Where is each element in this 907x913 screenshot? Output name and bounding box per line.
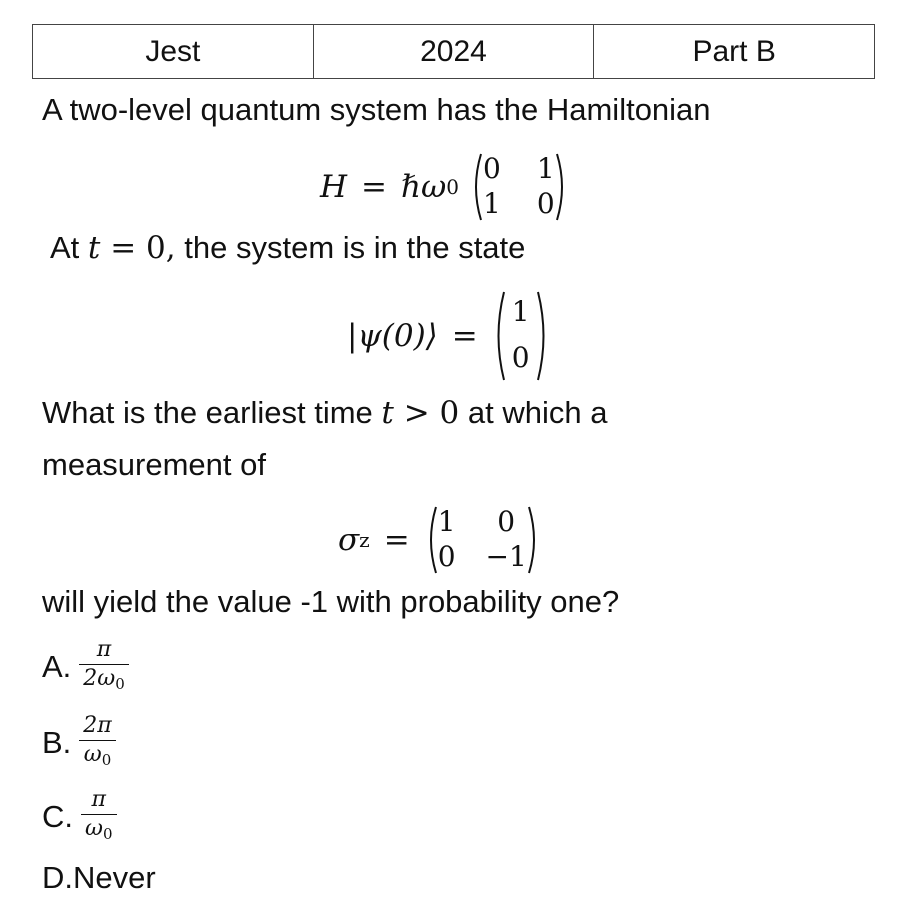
matrix-cell: 0 [536, 187, 555, 220]
matrix-cell: 1 [536, 152, 555, 185]
matrix-cell: 1 [483, 187, 501, 220]
matrix-cell: 0 [497, 505, 516, 538]
vector-cell: 0 [511, 341, 530, 374]
sigma-equals: = [383, 522, 410, 558]
hamiltonian-symbol: H [320, 169, 348, 205]
question-line-2: measurement of [42, 447, 266, 482]
denominator-text: ω [85, 816, 103, 841]
fraction-denominator [79, 665, 128, 698]
fraction-numerator: π [96, 637, 112, 662]
right-paren-icon [527, 505, 541, 575]
fraction-denominator [80, 741, 116, 774]
time-symbol: t [87, 230, 101, 266]
psi-ket: |ψ(0)⟩ [347, 318, 438, 354]
vector-cell: 1 [511, 295, 530, 328]
time-symbol: t [381, 395, 394, 431]
matrix-cell: 0 [437, 540, 456, 573]
matrix-cell: 1 [437, 505, 456, 538]
right-paren-icon [555, 152, 569, 222]
option-label: D. [42, 860, 73, 895]
header-cell-exam: Jest [33, 25, 314, 79]
fraction-denominator [81, 815, 117, 848]
sigma-z-equation [338, 505, 541, 575]
option-fraction [79, 712, 115, 774]
question-text-end: at which a [459, 395, 608, 430]
option-a[interactable] [42, 636, 129, 698]
header-cell-part: Part B [594, 25, 875, 79]
option-label: A. [42, 649, 72, 684]
option-fraction [79, 636, 128, 698]
option-c[interactable] [42, 786, 117, 848]
right-paren-icon [536, 290, 550, 382]
denominator-subscript: 0 [115, 675, 125, 693]
hamiltonian-equals: = [361, 169, 388, 205]
yield-question: will yield the value -1 with probability one? [42, 584, 620, 619]
question-text: What is the earliest time [42, 395, 382, 430]
fraction-numerator: π [91, 787, 106, 812]
matrix-cell: 0 [483, 152, 501, 185]
header-cell-year: 2024 [313, 25, 594, 79]
time-condition: = 0, [100, 230, 176, 266]
fraction-numerator: 2π [83, 713, 112, 738]
state-prefix: At [50, 230, 88, 265]
option-text: Never [73, 860, 156, 895]
intro-text: A two-level quantum system has the Hamiltonian [42, 92, 711, 127]
hbar-symbol: ℏ [401, 169, 421, 205]
denominator-subscript: 0 [102, 825, 113, 843]
hamiltonian-matrix [469, 152, 569, 222]
left-paren-icon [424, 505, 438, 575]
option-fraction [81, 786, 117, 848]
sigma-subscript: z [359, 528, 370, 552]
left-paren-icon [492, 290, 506, 382]
denominator-subscript: 0 [101, 751, 112, 769]
option-d[interactable] [42, 860, 156, 896]
question-line-1 [42, 393, 607, 433]
matrix-cell: −1 [485, 540, 527, 573]
denominator-text: 2ω [83, 666, 116, 691]
psi-equals: = [451, 318, 478, 354]
option-b[interactable] [42, 712, 116, 774]
state-suffix: the system is in the state [175, 230, 526, 265]
sigma-symbol: σ [338, 522, 360, 558]
header-table [32, 24, 875, 79]
initial-state-equation [347, 290, 550, 382]
denominator-text: ω [83, 742, 102, 767]
omega-subscript: 0 [446, 175, 460, 199]
psi-vector [492, 290, 550, 382]
option-label: C. [42, 799, 73, 834]
time-condition: > 0 [393, 395, 460, 431]
omega-symbol: ω [421, 169, 447, 205]
sigma-matrix [424, 505, 541, 575]
hamiltonian-equation [320, 152, 569, 222]
option-label: B. [42, 725, 72, 760]
left-paren-icon [469, 152, 483, 222]
state-line [50, 228, 525, 268]
